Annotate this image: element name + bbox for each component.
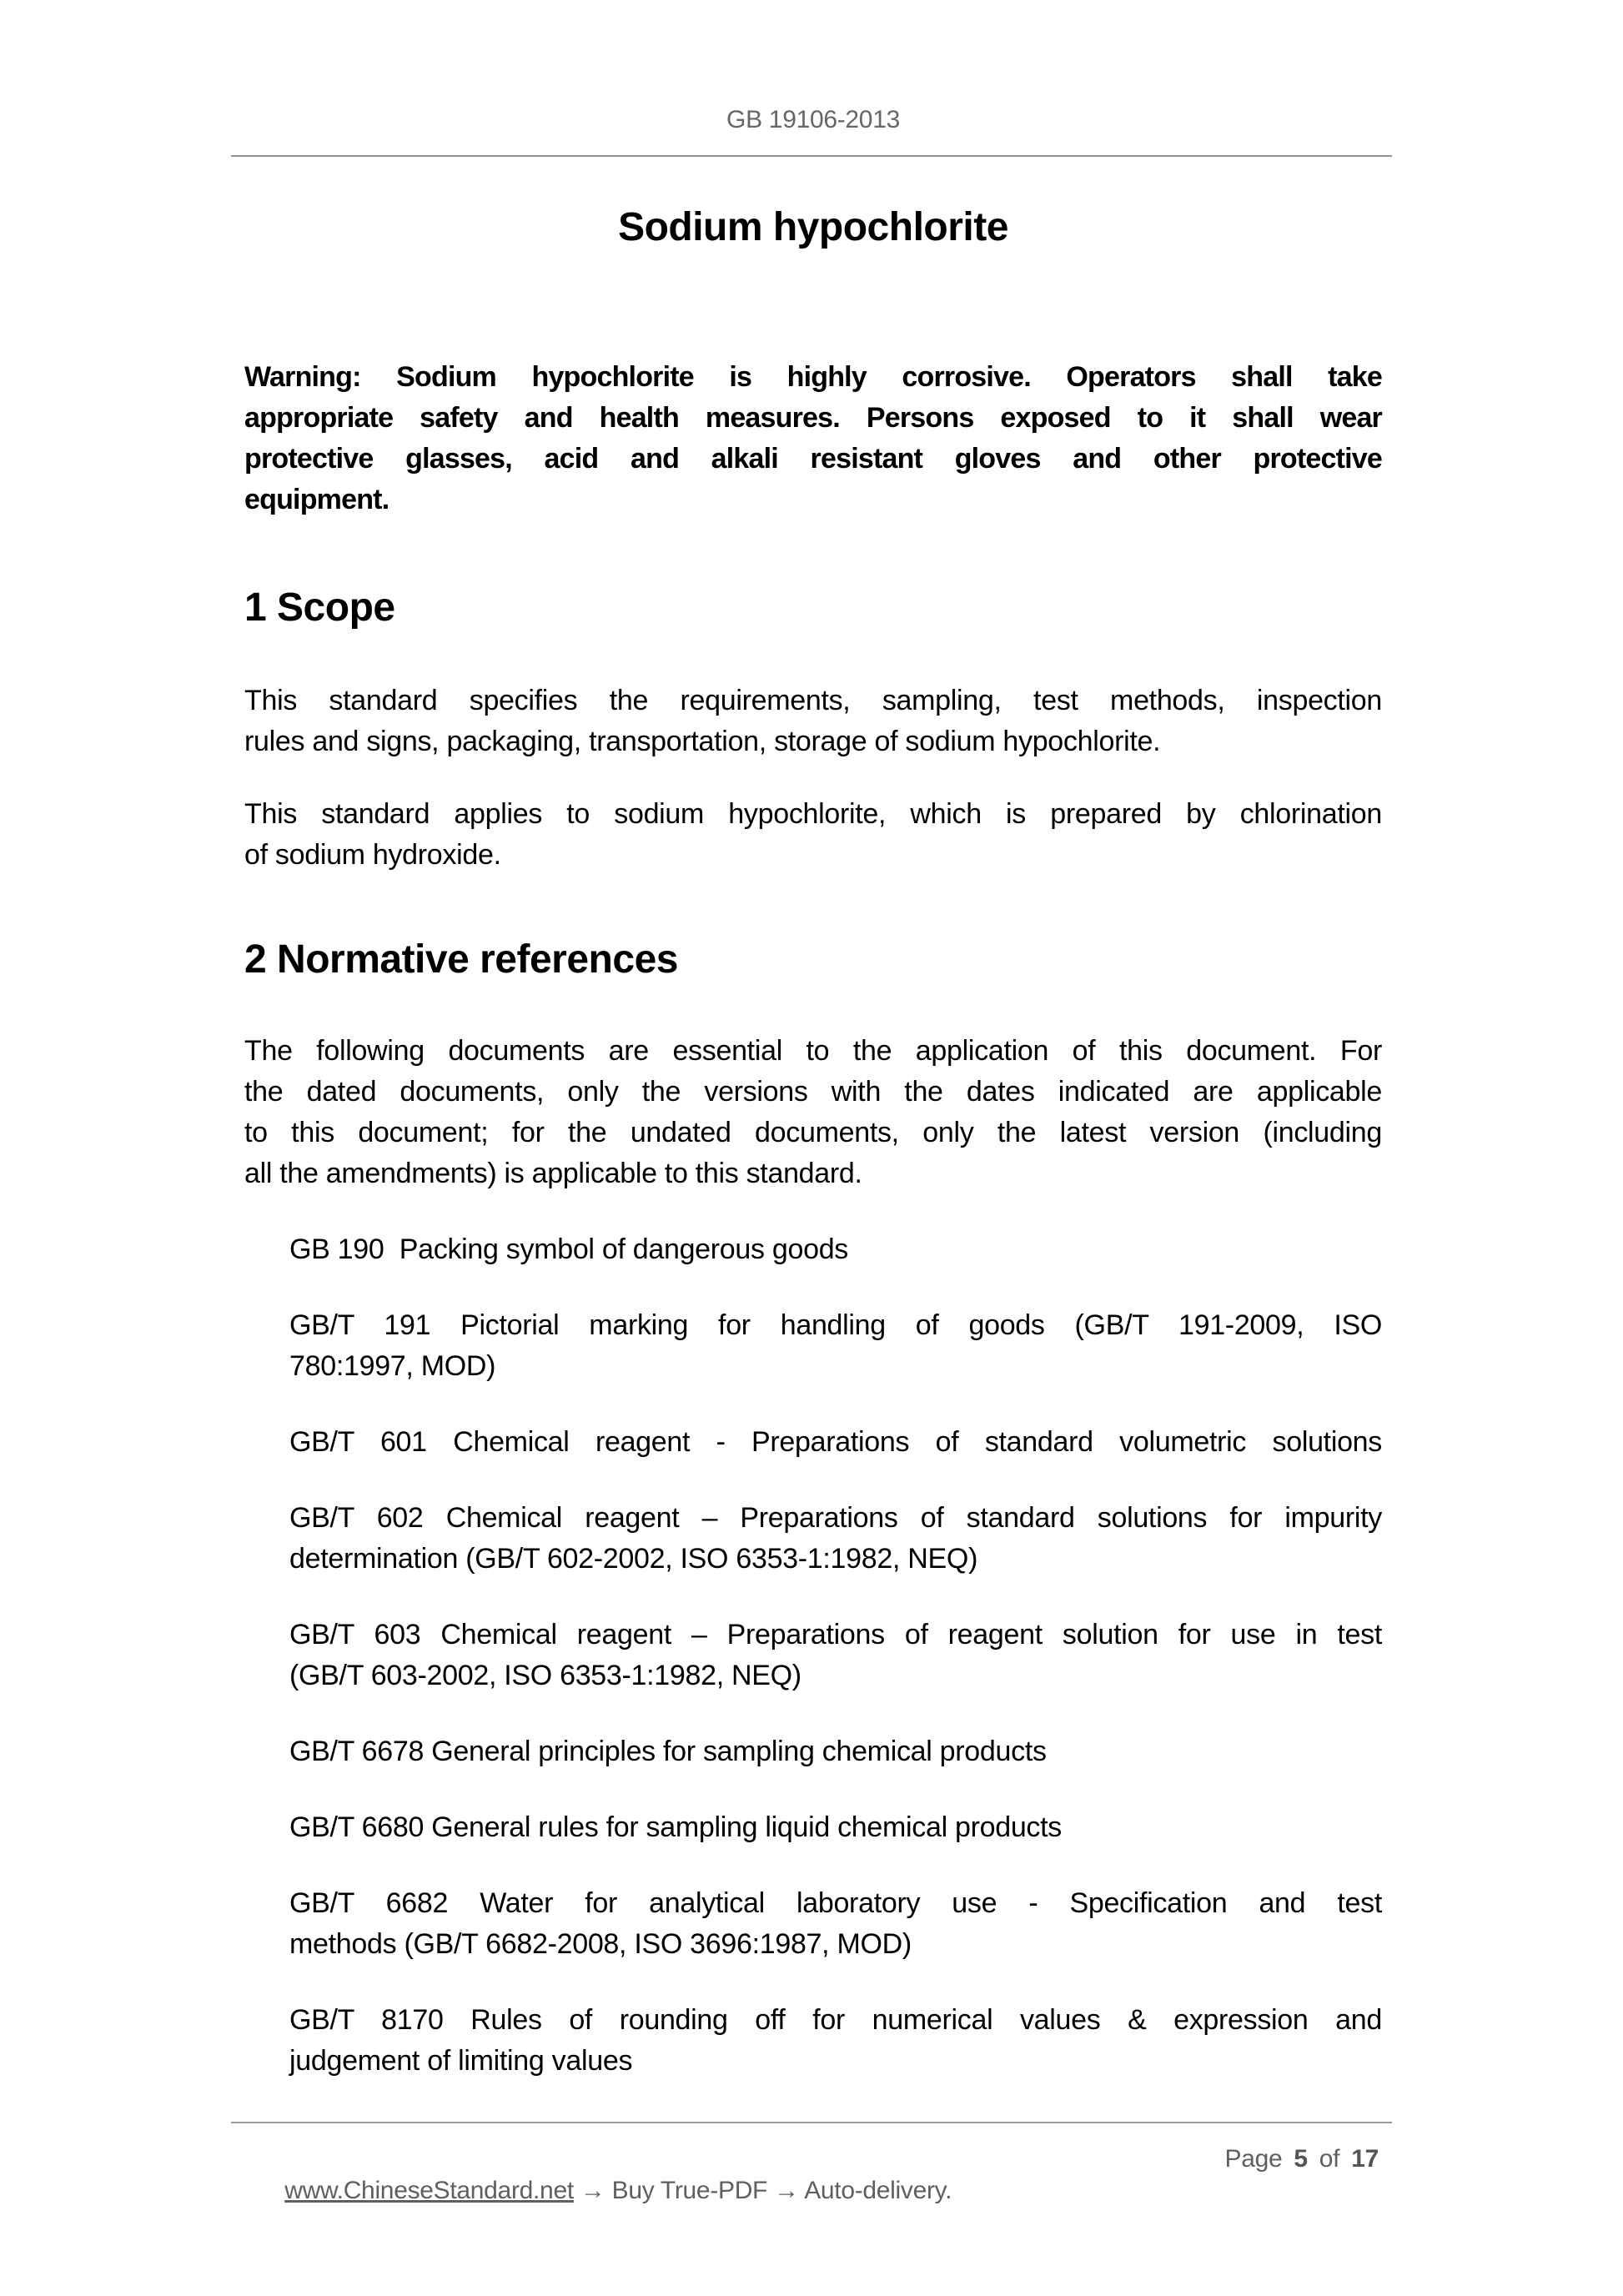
normative-intro-paragraph: [244, 1031, 1382, 1194]
footer-link[interactable]: www.ChineseStandard.net: [284, 2177, 574, 2204]
reference-item: [289, 1229, 1382, 1270]
footer-left: [231, 2143, 952, 2238]
doc-number: GB 19106-2013: [726, 106, 900, 133]
warning-line: Warning: Sodium hypochlorite is highly corrosive. Operators shall take: [244, 361, 1382, 393]
paragraph-line: to this document; for the undated documents, only the latest version (including: [244, 1117, 1382, 1148]
page-label: Page: [1224, 2145, 1283, 2173]
reference-line: 780:1997, MOD): [289, 1350, 496, 1382]
reference-item: [289, 1807, 1382, 1848]
warning-line: protective glasses, acid and alkali resistant gloves and other protective: [244, 443, 1382, 475]
reference-line: GB/T 8170 Rules of rounding off for numerical values & expression and: [289, 2004, 1382, 2036]
reference-item: [289, 1731, 1382, 1772]
warning-line: appropriate safety and health measures. Persons exposed to it shall wear: [244, 402, 1382, 434]
reference-line: determination (GB/T 602-2002, ISO 6353-1:1982, NEQ): [289, 1543, 978, 1575]
page-header: [244, 0, 1382, 135]
of-label: of: [1319, 2145, 1340, 2173]
paragraph-line: The following documents are essential to the application of this document. For: [244, 1035, 1382, 1067]
header-divider: [231, 155, 1392, 157]
paragraph-line: all the amendments) is applicable to this standard.: [244, 1158, 862, 1189]
reference-line: GB/T 6678 General principles for sampling chemical products: [289, 1736, 1047, 1767]
paragraph-line: This standard specifies the requirements, sampling, test methods, inspection: [244, 685, 1382, 716]
paragraph-line: the dated documents, only the versions with the dates indicated are applicable: [244, 1076, 1382, 1108]
footer-tagline: → Buy True-PDF → Auto-delivery.: [573, 2177, 952, 2204]
reference-line: GB/T 602 Chemical reagent – Preparations of standard solutions for impurity: [289, 1502, 1382, 1534]
scope-paragraph: [244, 794, 1382, 876]
paragraph-line: rules and signs, packaging, transportation, storage of sodium hypochlorite.: [244, 726, 1161, 757]
reference-line: GB/T 191 Pictorial marking for handling of goods (GB/T 191-2009, ISO: [289, 1309, 1382, 1341]
reference-line: methods (GB/T 6682-2008, ISO 3696:1987, MOD): [289, 1928, 912, 1960]
reference-line: judgement of limiting values: [289, 2045, 633, 2077]
reference-item: [289, 1883, 1382, 1965]
reference-item: [289, 1305, 1382, 1387]
paragraph-line: of sodium hydroxide.: [244, 839, 501, 871]
scope-paragraph: [244, 681, 1382, 762]
reference-line: (GB/T 603-2002, ISO 6353-1:1982, NEQ): [289, 1660, 801, 1691]
normative-references-heading: 2 Normative references: [244, 937, 678, 982]
reference-line: GB/T 6680 General rules for sampling liquid chemical products: [289, 1811, 1062, 1843]
reference-item: [289, 1422, 1382, 1463]
paragraph-line: This standard applies to sodium hypochlorite, which is prepared by chlorination: [244, 798, 1382, 830]
reference-item: [289, 1498, 1382, 1580]
reference-item: [289, 2000, 1382, 2082]
reference-line: GB/T 601 Chemical reagent - Preparations of standard volumetric solutions: [289, 1426, 1382, 1458]
warning-paragraph: [244, 357, 1382, 520]
page-number-total: 17: [1351, 2145, 1379, 2173]
reference-line: GB/T 6682 Water for analytical laboratory use - Specification and test: [289, 1887, 1382, 1919]
document-title: Sodium hypochlorite: [618, 205, 1008, 249]
reference-line: GB/T 603 Chemical reagent – Preparations of reagent solution for use in test: [289, 1619, 1382, 1650]
warning-line: equipment.: [244, 484, 389, 515]
page-number-current: 5: [1294, 2145, 1308, 2173]
scope-heading: 1 Scope: [244, 585, 395, 630]
page-indicator: [1225, 2143, 1392, 2175]
reference-line: GB 190 Packing symbol of dangerous goods: [289, 1233, 849, 1265]
page-footer: [231, 2122, 1392, 2238]
reference-item: [289, 1615, 1382, 1696]
